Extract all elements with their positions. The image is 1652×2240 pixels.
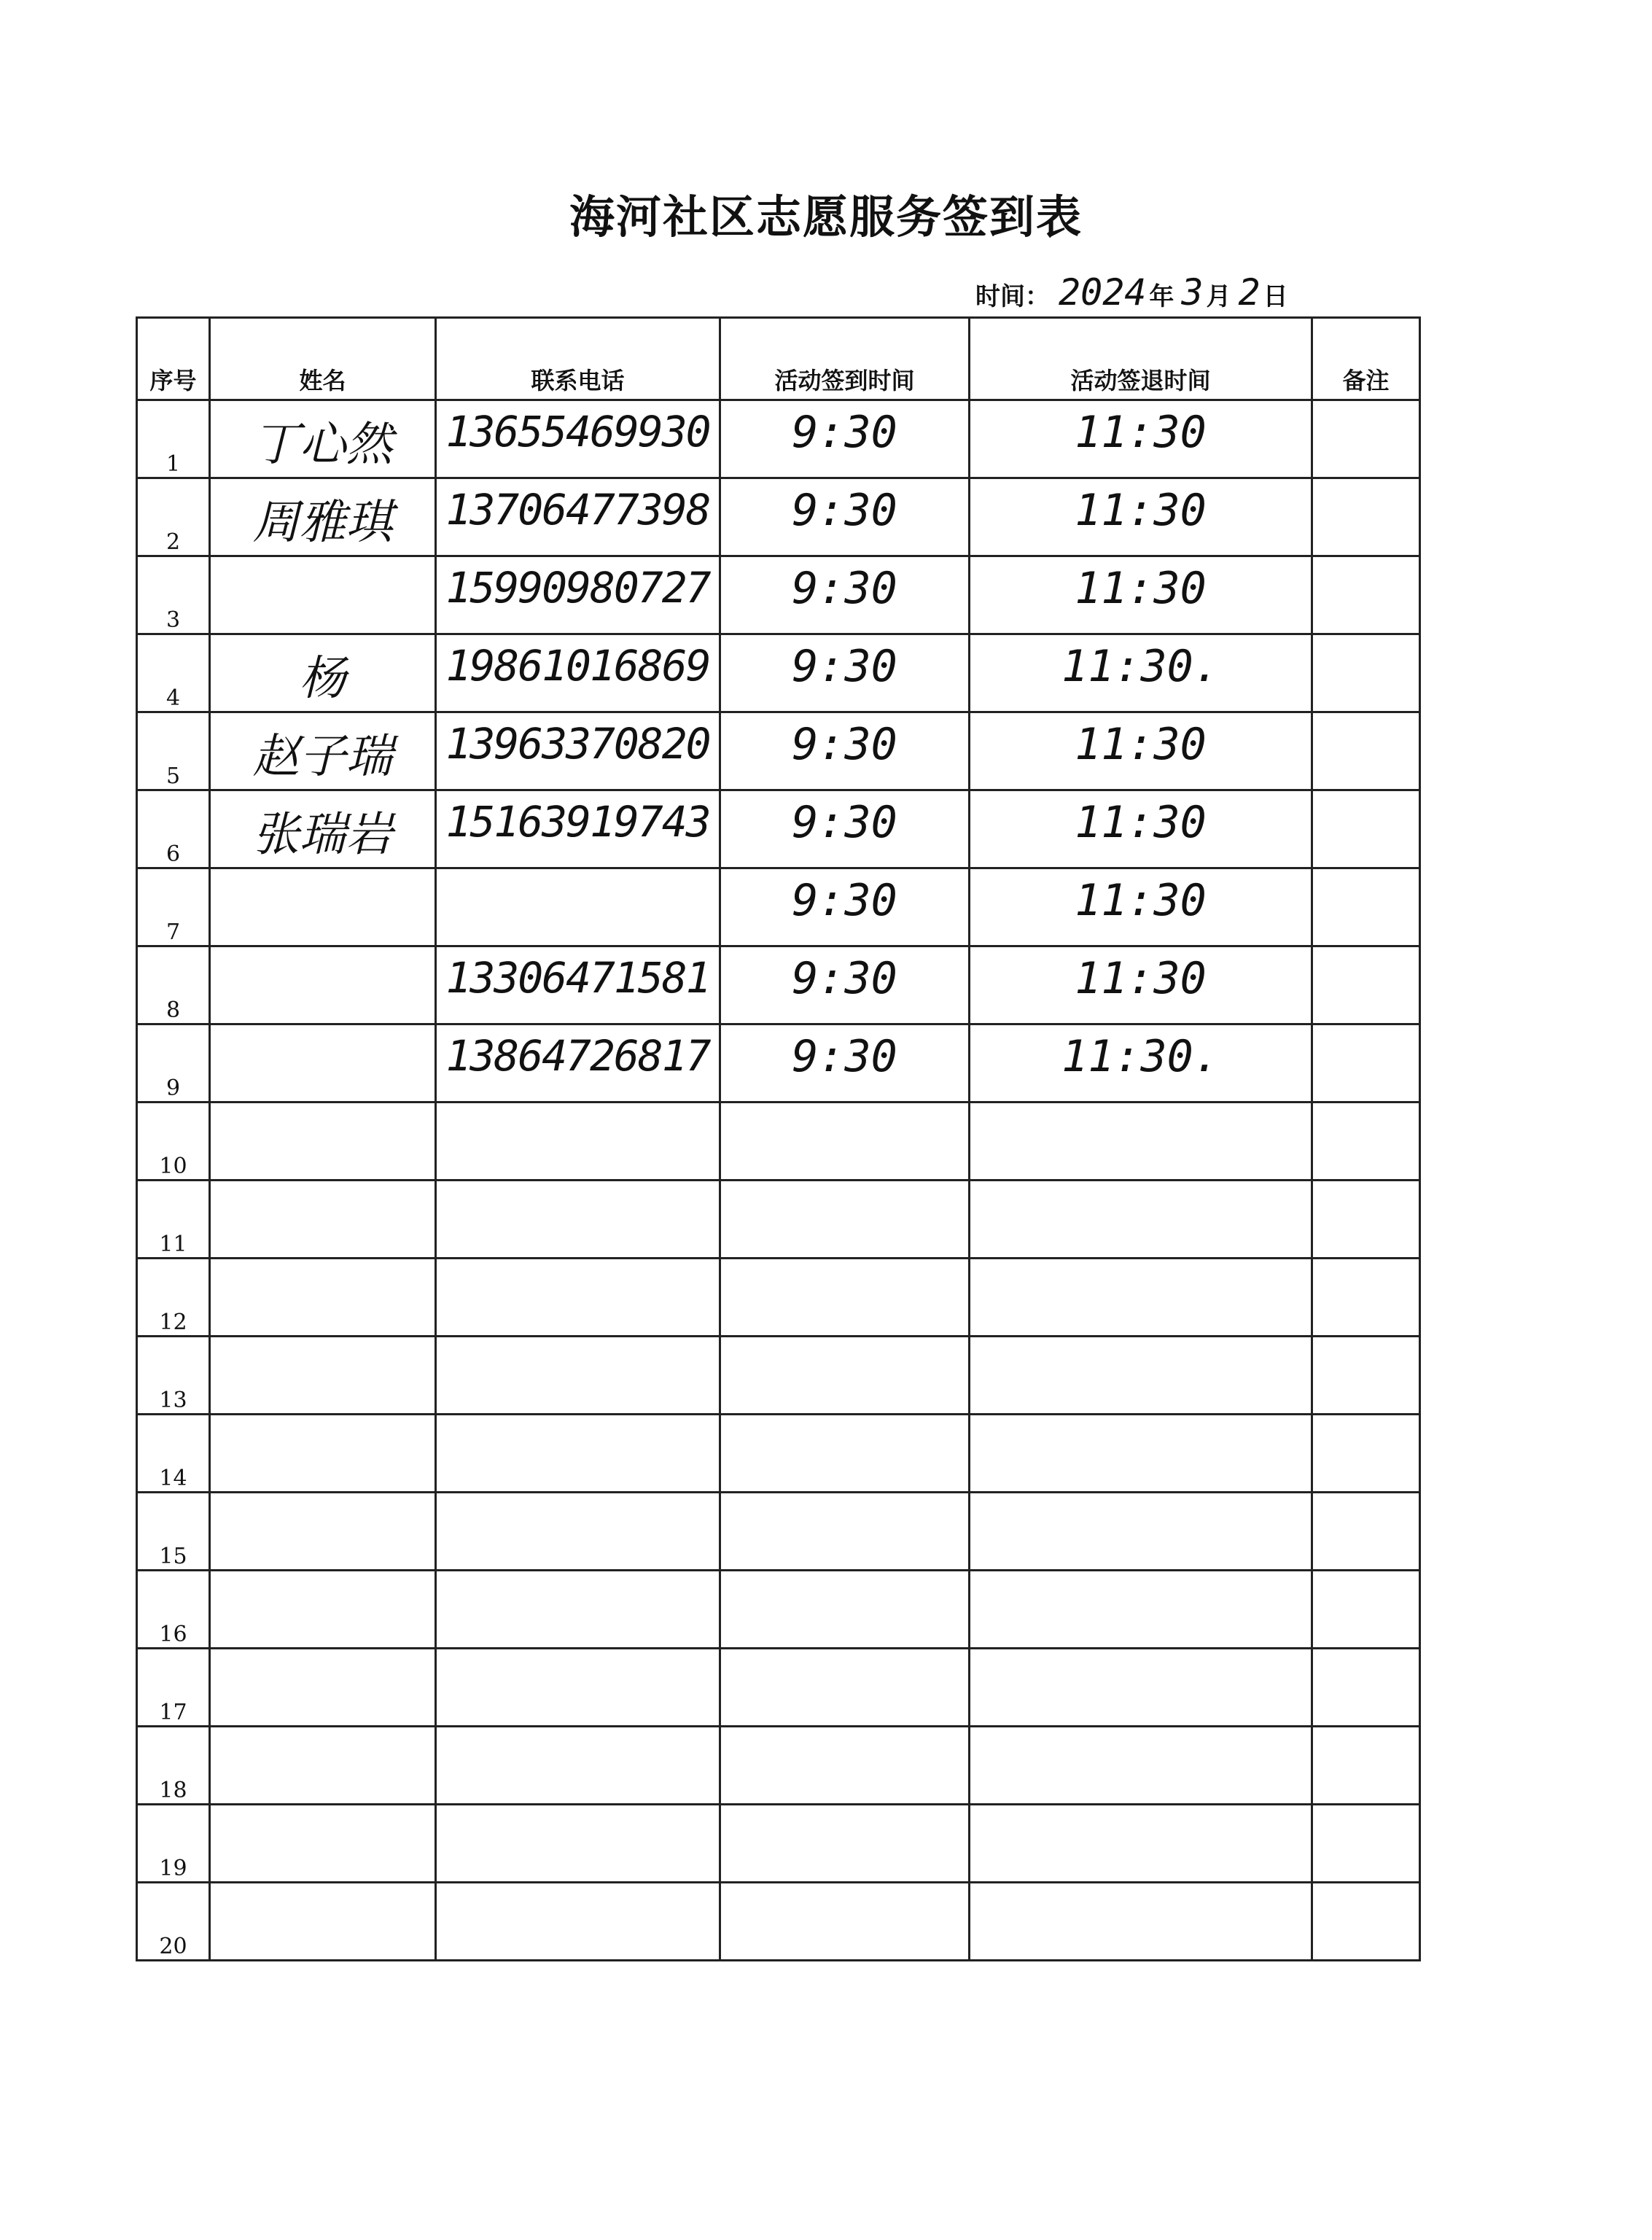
- sign-out-cell: [970, 946, 1312, 1024]
- date-line: [975, 271, 1293, 322]
- note-cell: [1312, 1571, 1420, 1649]
- table-row: [137, 1337, 1420, 1415]
- name-cell: [210, 634, 436, 712]
- sign-out-cell-text: 11:30: [1075, 485, 1207, 536]
- sign-in-cell-text: 9:30: [792, 797, 897, 848]
- sign-in-cell-text: 9:30: [792, 875, 897, 926]
- sign-in-cell: [720, 400, 970, 478]
- sign-out-cell: [970, 1337, 1312, 1415]
- table-body: [137, 400, 1420, 1961]
- header-note: 备注: [1312, 318, 1420, 400]
- name-cell: [210, 946, 436, 1024]
- row-number: 2: [137, 478, 210, 556]
- row-number: 4: [137, 634, 210, 712]
- phone-cell-text: 13963370820: [445, 719, 710, 769]
- table-row: [137, 1259, 1420, 1337]
- sign-out-cell: [970, 712, 1312, 790]
- row-number: 1: [137, 400, 210, 478]
- sign-out-cell: [970, 1883, 1312, 1961]
- sign-out-cell-text: 11:30: [1075, 875, 1207, 926]
- table-row: [137, 946, 1420, 1024]
- sign-out-cell: [970, 1259, 1312, 1337]
- sign-in-table: [136, 316, 1421, 1961]
- sign-in-cell: [720, 1571, 970, 1649]
- name-cell: [210, 1337, 436, 1415]
- sign-in-cell: [720, 1649, 970, 1727]
- table-row: [137, 1415, 1420, 1493]
- sign-in-cell: [720, 1415, 970, 1493]
- page-title: 海河社区志愿服务签到表: [569, 190, 1083, 244]
- row-number: 8: [137, 946, 210, 1024]
- sign-out-cell-text: 11:30: [1075, 953, 1207, 1004]
- phone-cell: [436, 400, 720, 478]
- row-number: 10: [137, 1102, 210, 1181]
- row-number: 3: [137, 556, 210, 634]
- phone-cell: [436, 1337, 720, 1415]
- table-row: [137, 556, 1420, 634]
- sign-in-cell: [720, 1259, 970, 1337]
- sign-in-cell: [720, 712, 970, 790]
- note-cell: [1312, 1337, 1420, 1415]
- phone-cell: [436, 868, 720, 946]
- row-number: 7: [137, 868, 210, 946]
- sign-in-cell: [720, 478, 970, 556]
- name-cell: [210, 478, 436, 556]
- sign-in-cell: [720, 1024, 970, 1102]
- row-number: 9: [137, 1024, 210, 1102]
- sign-in-cell: [720, 1727, 970, 1805]
- sign-in-cell: [720, 1181, 970, 1259]
- row-number: 5: [137, 712, 210, 790]
- table-row: [137, 712, 1420, 790]
- phone-cell-text: 19861016869: [445, 641, 710, 691]
- sign-out-cell: [970, 1493, 1312, 1571]
- sign-out-cell: [970, 1181, 1312, 1259]
- sign-out-cell: [970, 400, 1312, 478]
- row-number: 12: [137, 1259, 210, 1337]
- note-cell: [1312, 1883, 1420, 1961]
- name-cell-text: 周雅琪: [252, 496, 393, 550]
- note-cell: [1312, 1727, 1420, 1805]
- table-row: [137, 400, 1420, 478]
- sign-in-cell-text: 9:30: [792, 485, 897, 536]
- date-label: 时间：: [975, 282, 1050, 311]
- sign-in-cell-text: 9:30: [792, 953, 897, 1004]
- sign-in-cell-text: 9:30: [792, 563, 897, 614]
- sign-out-cell: [970, 634, 1312, 712]
- phone-cell-text: 13655469930: [445, 407, 710, 456]
- note-cell: [1312, 1493, 1420, 1571]
- sign-in-cell-text: 9:30: [792, 1031, 897, 1082]
- header-sign-in-time: 活动签到时间: [720, 318, 970, 400]
- sign-out-cell: [970, 1102, 1312, 1181]
- sign-out-cell: [970, 1415, 1312, 1493]
- date-year: 2024: [1059, 271, 1147, 314]
- header-phone: 联系电话: [436, 318, 720, 400]
- sign-in-cell: [720, 868, 970, 946]
- date-day: 2: [1238, 271, 1261, 314]
- sign-in-cell: [720, 946, 970, 1024]
- table-row: [137, 1024, 1420, 1102]
- sign-in-cell: [720, 1337, 970, 1415]
- table-row: [137, 790, 1420, 868]
- sign-out-cell-text: 11:30: [1075, 719, 1207, 770]
- sign-out-cell-text: 11:30: [1075, 563, 1207, 614]
- note-cell: [1312, 868, 1420, 946]
- note-cell: [1312, 946, 1420, 1024]
- sign-in-cell: [720, 1805, 970, 1883]
- phone-cell: [436, 1024, 720, 1102]
- table-row: [137, 1102, 1420, 1181]
- name-cell: [210, 1024, 436, 1102]
- note-cell: [1312, 712, 1420, 790]
- name-cell-text: 丁心然: [252, 418, 393, 472]
- name-cell: [210, 1181, 436, 1259]
- table-row: [137, 1649, 1420, 1727]
- name-cell: [210, 400, 436, 478]
- note-cell: [1312, 1181, 1420, 1259]
- sign-in-cell: [720, 1493, 970, 1571]
- note-cell: [1312, 478, 1420, 556]
- phone-cell: [436, 1805, 720, 1883]
- name-cell: [210, 1415, 436, 1493]
- sign-out-cell-text: 11:30: [1075, 797, 1207, 848]
- note-cell: [1312, 1102, 1420, 1181]
- sign-in-cell-text: 9:30: [792, 719, 897, 770]
- note-cell: [1312, 1649, 1420, 1727]
- row-number: 14: [137, 1415, 210, 1493]
- sign-out-cell-text: 11:30.: [1061, 641, 1220, 692]
- name-cell: [210, 868, 436, 946]
- sign-out-cell: [970, 1649, 1312, 1727]
- header-serial: 序号: [137, 318, 210, 400]
- sign-in-cell-text: 9:30: [792, 641, 897, 692]
- table-header-row: [137, 318, 1420, 400]
- name-cell: [210, 556, 436, 634]
- name-cell: [210, 1649, 436, 1727]
- sign-in-cell: [720, 1102, 970, 1181]
- phone-cell-text: 13864726817: [445, 1031, 710, 1081]
- table-row: [137, 1805, 1420, 1883]
- name-cell-text: 杨: [299, 652, 346, 706]
- table-row: [137, 1727, 1420, 1805]
- sign-out-cell: [970, 1727, 1312, 1805]
- row-number: 18: [137, 1727, 210, 1805]
- row-number: 16: [137, 1571, 210, 1649]
- phone-cell: [436, 1649, 720, 1727]
- name-cell: [210, 1805, 436, 1883]
- sign-out-cell: [970, 1571, 1312, 1649]
- table-row: [137, 1493, 1420, 1571]
- phone-cell: [436, 1727, 720, 1805]
- table-row: [137, 868, 1420, 946]
- date-month: 3: [1181, 271, 1204, 314]
- name-cell: [210, 1493, 436, 1571]
- note-cell: [1312, 1415, 1420, 1493]
- phone-cell: [436, 1102, 720, 1181]
- sign-out-cell-text: 11:30: [1075, 407, 1207, 458]
- sign-out-cell: [970, 556, 1312, 634]
- sign-in-cell: [720, 790, 970, 868]
- note-cell: [1312, 790, 1420, 868]
- table-row: [137, 1181, 1420, 1259]
- name-cell-text: 张瑞岩: [252, 808, 393, 862]
- phone-cell: [436, 1415, 720, 1493]
- name-cell: [210, 1727, 436, 1805]
- sign-in-cell: [720, 1883, 970, 1961]
- phone-cell: [436, 1493, 720, 1571]
- date-month-unit: 月: [1206, 282, 1231, 311]
- note-cell: [1312, 1024, 1420, 1102]
- table-row: [137, 634, 1420, 712]
- date-day-unit: 日: [1263, 282, 1288, 311]
- name-cell: [210, 1883, 436, 1961]
- note-cell: [1312, 556, 1420, 634]
- row-number: 20: [137, 1883, 210, 1961]
- row-number: 6: [137, 790, 210, 868]
- phone-cell: [436, 1259, 720, 1337]
- phone-cell: [436, 556, 720, 634]
- table-row: [137, 1883, 1420, 1961]
- name-cell: [210, 1102, 436, 1181]
- sign-out-cell: [970, 868, 1312, 946]
- phone-cell: [436, 478, 720, 556]
- row-number: 17: [137, 1649, 210, 1727]
- header-name: 姓名: [210, 318, 436, 400]
- date-year-unit: 年: [1149, 282, 1174, 311]
- sign-in-cell: [720, 556, 970, 634]
- sign-out-cell: [970, 1024, 1312, 1102]
- phone-cell-text: 15163919743: [445, 797, 710, 847]
- note-cell: [1312, 1805, 1420, 1883]
- phone-cell-text: 13306471581: [445, 953, 710, 1003]
- phone-cell-text: 15990980727: [445, 563, 710, 612]
- sign-in-cell: [720, 634, 970, 712]
- note-cell: [1312, 400, 1420, 478]
- note-cell: [1312, 1259, 1420, 1337]
- name-cell: [210, 1259, 436, 1337]
- name-cell: [210, 1571, 436, 1649]
- sign-out-cell: [970, 790, 1312, 868]
- row-number: 11: [137, 1181, 210, 1259]
- row-number: 19: [137, 1805, 210, 1883]
- phone-cell: [436, 712, 720, 790]
- phone-cell: [436, 790, 720, 868]
- sign-out-cell: [970, 1805, 1312, 1883]
- phone-cell: [436, 1571, 720, 1649]
- name-cell: [210, 790, 436, 868]
- phone-cell: [436, 1883, 720, 1961]
- header-sign-out-time: 活动签退时间: [970, 318, 1312, 400]
- phone-cell-text: 13706477398: [445, 485, 710, 534]
- name-cell: [210, 712, 436, 790]
- table-row: [137, 1571, 1420, 1649]
- phone-cell: [436, 1181, 720, 1259]
- note-cell: [1312, 634, 1420, 712]
- row-number: 13: [137, 1337, 210, 1415]
- phone-cell: [436, 634, 720, 712]
- phone-cell: [436, 946, 720, 1024]
- table-row: [137, 478, 1420, 556]
- name-cell-text: 赵子瑞: [252, 730, 393, 784]
- sign-out-cell-text: 11:30.: [1061, 1031, 1220, 1082]
- row-number: 15: [137, 1493, 210, 1571]
- sign-in-cell-text: 9:30: [792, 407, 897, 458]
- sign-out-cell: [970, 478, 1312, 556]
